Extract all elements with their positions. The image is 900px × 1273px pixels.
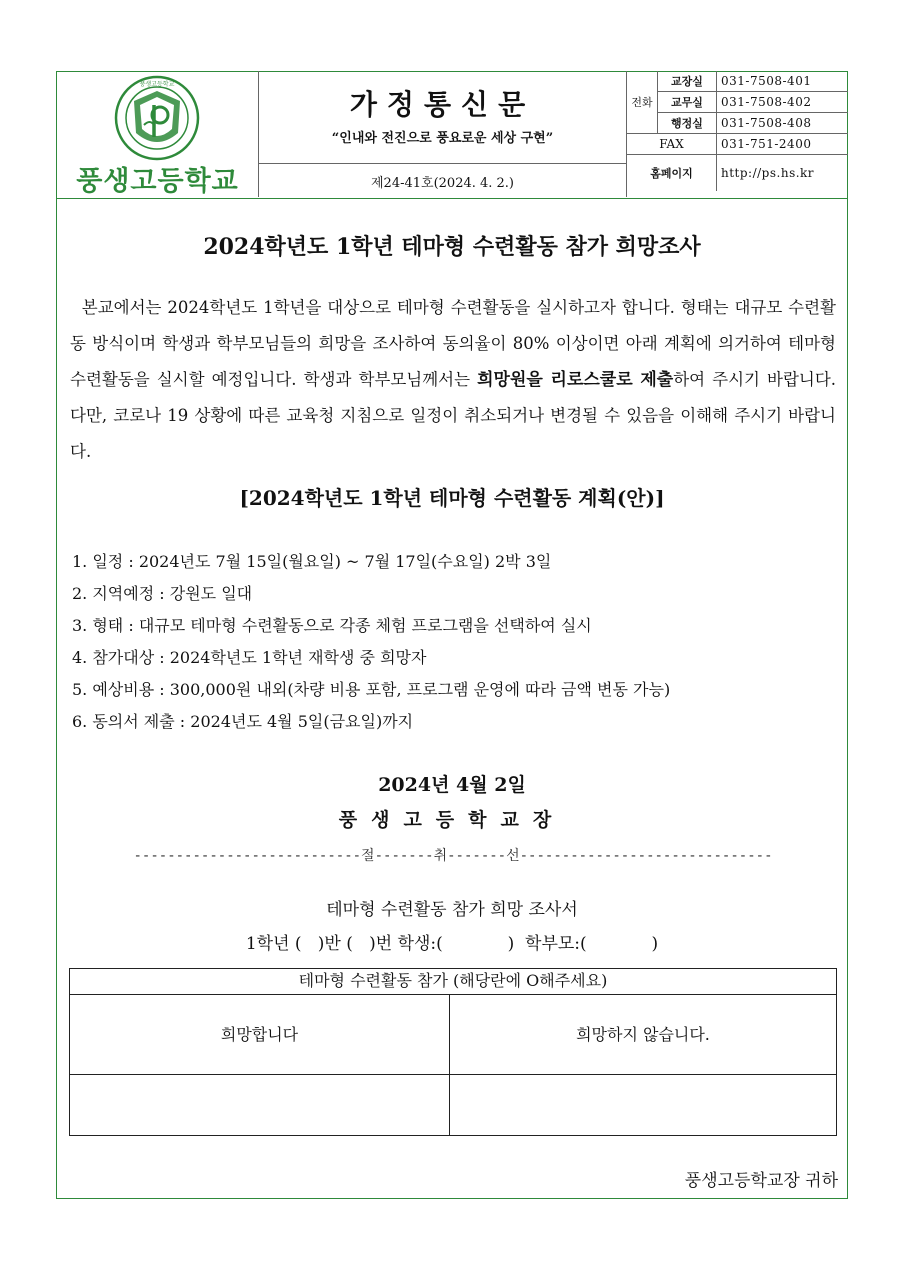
contact-label: 교장실	[658, 71, 717, 92]
contact-label: 교무실	[658, 92, 717, 113]
cut-line: ---------------------------절-------취-------선------------------------------	[133, 848, 773, 864]
document-title: 가정통신문	[349, 88, 536, 121]
issue-number: 제24-41호(2024. 4. 2.)	[259, 163, 626, 198]
principal-title: 풍생고등학교장	[338, 809, 566, 831]
plan-item: 4. 참가대상 : 2024학년도 1학년 재학생 중 희망자	[72, 648, 427, 667]
issue-date: 2024년 4월 2일	[378, 774, 526, 796]
plan-item: 2. 지역예정 : 강원도 일대	[72, 584, 253, 603]
plan-item: 1. 일정 : 2024년도 7월 15일(월요일) ~ 7월 17일(수요일) 2박 3일	[72, 552, 552, 571]
survey-table	[69, 968, 837, 1136]
form-fields[interactable]: 1학년 ( )반 ( )번 학생:( ) 학부모:( )	[245, 934, 659, 954]
form-title: 테마형 수련활동 참가 희망 조사서	[326, 900, 578, 920]
plan-list	[72, 546, 852, 738]
intro-text-after: 하여 주시기 바랍니다. 다만, 코로나 19 상황에 따른 교육청 지침으로 일정이 취소되거나 변경될 수 있음을 이해해 주시기 바랍니다.	[70, 370, 836, 461]
fax-label: FAX	[627, 134, 717, 155]
option-yes-label: 희망합니다	[70, 994, 450, 1075]
letter-header	[56, 71, 848, 199]
phone-label: 전화	[627, 71, 658, 134]
notice-title: 2024학년도 1학년 테마형 수련활동 참가 희망조사	[203, 234, 701, 260]
intro-paragraph	[70, 290, 836, 470]
contact-number: 031-7508-408	[717, 113, 849, 134]
logo-cell	[56, 71, 259, 197]
school-name: 풍생고등학교	[76, 166, 239, 197]
title-cell	[259, 71, 627, 197]
plan-item: 3. 형태 : 대규모 테마형 수련활동으로 각종 체험 프로그램을 선택하여 실시	[72, 616, 592, 635]
contact-label: 행정실	[658, 113, 717, 134]
contact-number: 031-7508-402	[717, 92, 849, 113]
fax-number: 031-751-2400	[717, 134, 849, 155]
plan-item: 5. 예상비용 : 300,000원 내외(차량 비용 포함, 프로그램 운영에 따라 금액 변동 가능)	[72, 680, 671, 699]
school-seal-icon	[114, 75, 200, 161]
seal-text: 풍생고등학교	[139, 81, 175, 88]
option-no-mark-box[interactable]	[450, 1075, 836, 1135]
contact-number: 031-7508-401	[717, 71, 849, 92]
signature-line: 풍생고등학교장 귀하	[684, 1171, 838, 1191]
option-yes-mark-box[interactable]	[70, 1075, 450, 1135]
homepage-label: 홈페이지	[627, 155, 717, 192]
intro-emphasis: 희망원을 리로스쿨로 제출	[477, 370, 674, 390]
school-motto: “인내와 전진으로 풍요로운 세상 구현”	[331, 131, 554, 146]
option-no-label: 희망하지 않습니다.	[450, 994, 836, 1075]
homepage-url[interactable]: http://ps.hs.kr	[717, 155, 849, 192]
survey-header: 테마형 수련활동 참가 (해당란에 O해주세요)	[70, 969, 836, 995]
plan-title: [2024학년도 1학년 테마형 수련활동 계획(안)]	[239, 486, 665, 510]
plan-item: 6. 동의서 제출 : 2024년도 4월 5일(금요일)까지	[72, 712, 414, 731]
contact-table	[627, 71, 848, 197]
intro-text-before: 본교에서는 2024학년도 1학년을 대상으로 테마형 수련활동을 실시하고자 합니다. 형태는 대규모 수련활동 방식이며 학생과 학부모님들의 희망을 조사하여 동의율이 80% 이상이면 아래 계획에 의거하여 테마형 수련활동을 실시할 예정입니다. 학생과 학부모님께서는	[70, 298, 836, 389]
